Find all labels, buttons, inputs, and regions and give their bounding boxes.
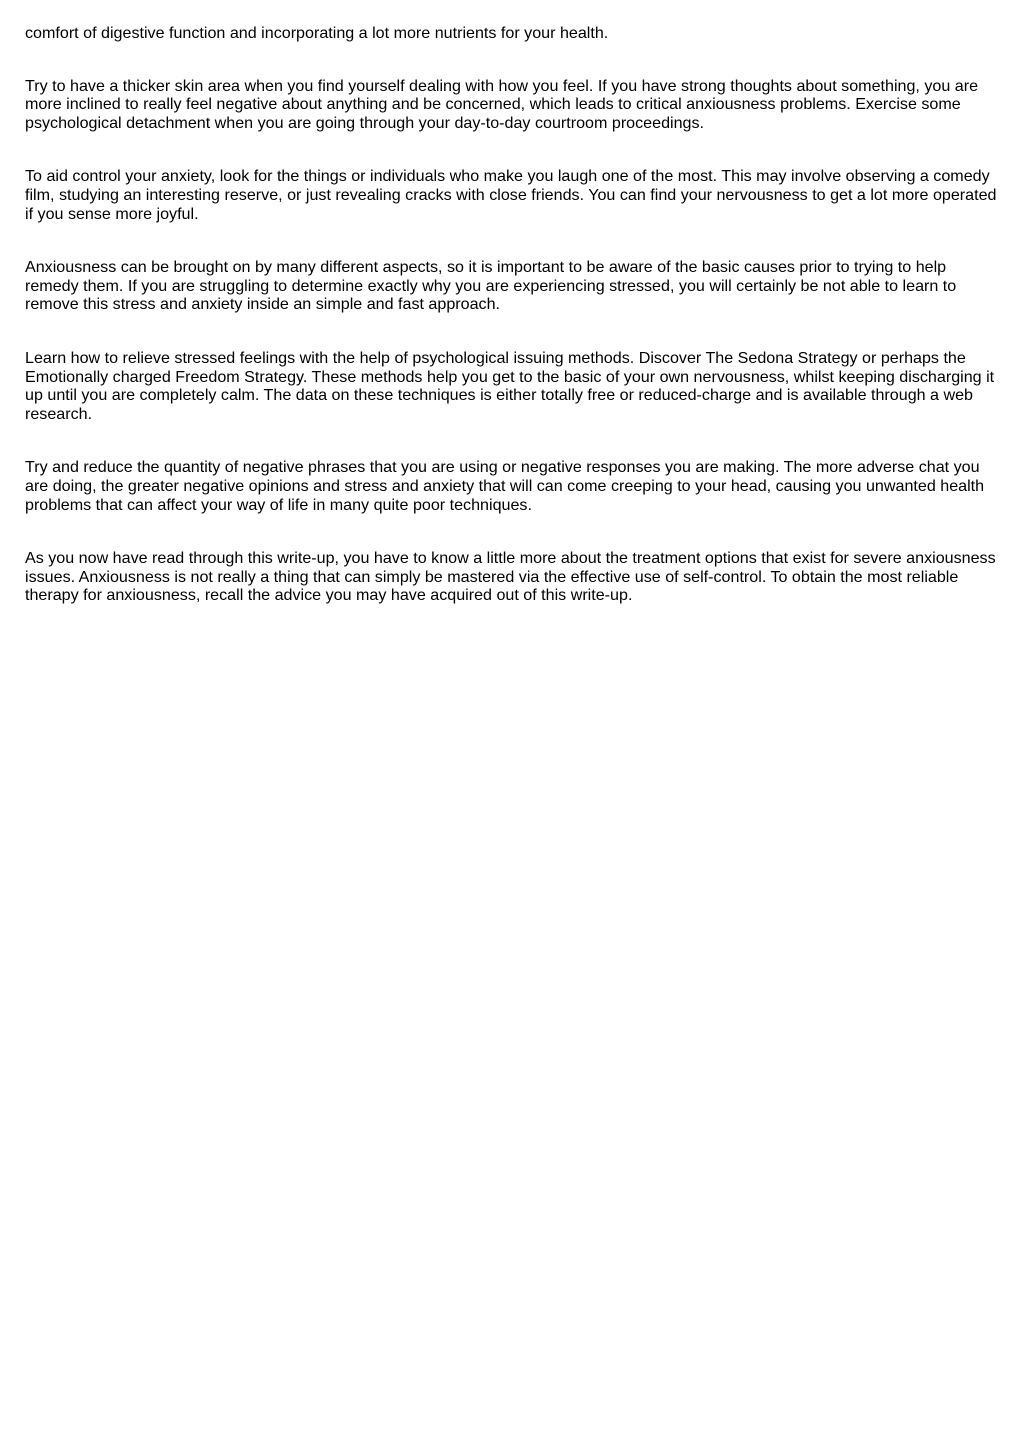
paragraph-conclusion: As you now have read through this write-up, you have to know a little more about the treatment options that exist for severe anxiousness issues. Anxiousness is not really a thing that can simply be mastered via the effective use of self-control. To obtain the most reliable therapy for anxiousness, recall the advice you may have acquired out of this write-up. — [25, 549, 996, 605]
document-page — [25, 24, 1001, 640]
paragraph-thicker-skin: Try to have a thicker skin area when you find yourself dealing with how you feel. If you have strong thoughts about something, you are more inclined to really feel negative about anything and be concerned, which leads to critical anxiousness problems. Exercise some psychological detachment when you are going through your day-to-day courtroom proceedings. — [25, 76, 979, 132]
paragraph-basic-causes: Anxiousness can be brought on by many different aspects, so it is important to be aware of the basic causes prior to trying to help remedy them. If you are struggling to determine exactly why you are experiencing stressed, you will certainly be not able to learn to remove this stress and anxiety inside an simple and fast approach. — [25, 258, 957, 314]
paragraph-laughter: To aid control your anxiety, look for the things or individuals who make you laugh one of the most. This may involve observing a comedy film, studying an interesting reserve, or just revealing cracks with close friends. You can find your nervousness to get a lot more operated if you sense more joyful. — [25, 167, 997, 223]
paragraph-negative-phrases: Try and reduce the quantity of negative phrases that you are using or negative responses you are making. The more adverse chat you are doing, the greater negative opinions and stress and anxiety that will can come creeping to your head, causing you unwanted health problems that can affect your way of life in many quite poor techniques. — [25, 458, 985, 514]
paragraph-digestive-comfort: comfort of digestive function and incorporating a lot more nutrients for your health. — [25, 24, 609, 42]
paragraph-release-methods: Learn how to relieve stressed feelings with the help of psychological issuing methods. Discover The Sedona Strategy or perhaps the Emotionally charged Freedom Strategy. These methods help you get to the basic of your own nervousness, whilst keeping discharging it up until you are completely calm. The data on these techniques is either totally free or reduced-charge and is available through a web research. — [25, 348, 995, 423]
